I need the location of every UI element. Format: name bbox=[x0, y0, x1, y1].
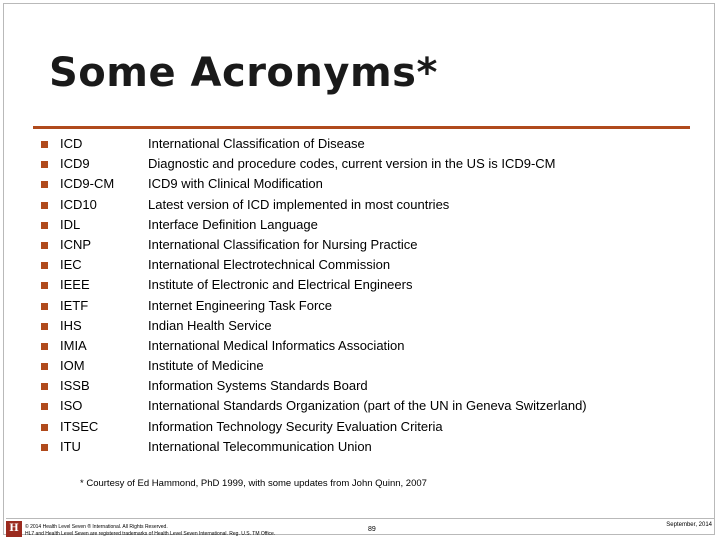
acronym-meaning: Institute of Electronic and Electrical Engineers bbox=[148, 277, 413, 293]
copyright-line-2: HL7 and Health Level Seven are registered trademarks of Health Level Seven International. Reg. U.S. TM Office. bbox=[25, 531, 276, 537]
square-bullet-icon bbox=[41, 181, 48, 188]
square-bullet-icon bbox=[41, 222, 48, 229]
acronym-abbreviation: ICD10 bbox=[60, 196, 97, 212]
list-item bbox=[0, 215, 720, 235]
footer-date: September, 2014 bbox=[666, 522, 712, 528]
list-item bbox=[0, 195, 720, 215]
list-item bbox=[0, 235, 720, 255]
list-item bbox=[0, 356, 720, 376]
square-bullet-icon bbox=[41, 282, 48, 289]
list-item bbox=[0, 316, 720, 336]
square-bullet-icon bbox=[41, 403, 48, 410]
list-item bbox=[0, 174, 720, 194]
acronym-meaning: International Standards Organization (part of the UN in Geneva Switzerland) bbox=[148, 398, 587, 414]
acronym-meaning: Internet Engineering Task Force bbox=[148, 297, 333, 313]
acronym-meaning: International Electrotechnical Commission bbox=[148, 257, 391, 273]
footnote: * Courtesy of Ed Hammond, PhD 1999, with some updates from John Quinn, 2007 bbox=[80, 478, 427, 489]
acronym-abbreviation: ICD9 bbox=[60, 156, 90, 172]
acronym-abbreviation: ICNP bbox=[60, 236, 92, 252]
footer-divider bbox=[6, 518, 714, 519]
acronym-abbreviation: IOM bbox=[60, 358, 85, 374]
acronym-meaning: International Medical Informatics Association bbox=[148, 337, 405, 353]
page-number: 89 bbox=[368, 526, 376, 533]
list-item bbox=[0, 437, 720, 457]
acronym-abbreviation: ICD9-CM bbox=[60, 176, 115, 192]
square-bullet-icon bbox=[41, 303, 48, 310]
acronym-abbreviation: ITSEC bbox=[60, 418, 99, 434]
acronym-meaning: Interface Definition Language bbox=[148, 216, 318, 232]
acronym-abbreviation: ITU bbox=[60, 438, 81, 454]
list-item bbox=[0, 417, 720, 437]
list-item bbox=[0, 376, 720, 396]
acronym-abbreviation: IDL bbox=[60, 216, 81, 232]
square-bullet-icon bbox=[41, 323, 48, 330]
square-bullet-icon bbox=[41, 202, 48, 209]
page-title: Some Acronyms* bbox=[49, 50, 438, 96]
acronym-abbreviation: IEEE bbox=[60, 277, 90, 293]
title-divider bbox=[33, 126, 690, 129]
square-bullet-icon bbox=[41, 262, 48, 269]
acronym-abbreviation: IETF bbox=[60, 297, 89, 313]
acronym-abbreviation: IHS bbox=[60, 317, 82, 333]
square-bullet-icon bbox=[41, 343, 48, 350]
square-bullet-icon bbox=[41, 161, 48, 168]
acronym-abbreviation: ISSB bbox=[60, 378, 90, 394]
square-bullet-icon bbox=[41, 383, 48, 390]
acronym-meaning: International Classification of Disease bbox=[148, 136, 365, 151]
acronym-meaning: Latest version of ICD implemented in most countries bbox=[148, 196, 450, 212]
list-item bbox=[0, 396, 720, 416]
list-item bbox=[0, 336, 720, 356]
square-bullet-icon bbox=[41, 363, 48, 370]
acronym-meaning: Indian Health Service bbox=[148, 317, 272, 333]
copyright-line-1: © 2014 Health Level Seven ® International. All Rights Reserved. bbox=[25, 524, 168, 530]
list-item bbox=[0, 275, 720, 295]
list-item bbox=[0, 296, 720, 316]
acronym-meaning: Institute of Medicine bbox=[148, 358, 264, 374]
acronym-meaning: International Classification for Nursing Practice bbox=[148, 236, 418, 252]
acronym-meaning: International Telecommunication Union bbox=[148, 438, 372, 454]
acronym-meaning: Information Technology Security Evaluation Criteria bbox=[148, 418, 443, 434]
list-item bbox=[0, 255, 720, 275]
square-bullet-icon bbox=[41, 141, 48, 148]
acronym-meaning: Diagnostic and procedure codes, current version in the US is ICD9-CM bbox=[148, 156, 556, 172]
list-item bbox=[0, 154, 720, 174]
acronym-meaning: ICD9 with Clinical Modification bbox=[148, 176, 323, 192]
acronym-abbreviation: IMIA bbox=[60, 337, 87, 353]
acronym-list bbox=[0, 134, 720, 457]
list-item bbox=[0, 134, 720, 154]
hl7-logo: H bbox=[6, 521, 22, 537]
square-bullet-icon bbox=[41, 242, 48, 249]
square-bullet-icon bbox=[41, 424, 48, 431]
acronym-abbreviation: ISO bbox=[60, 398, 83, 414]
footer-copyright bbox=[25, 524, 275, 538]
acronym-meaning: Information Systems Standards Board bbox=[148, 378, 368, 394]
acronym-abbreviation: ICD bbox=[60, 136, 83, 151]
square-bullet-icon bbox=[41, 444, 48, 451]
acronym-abbreviation: IEC bbox=[60, 257, 82, 273]
